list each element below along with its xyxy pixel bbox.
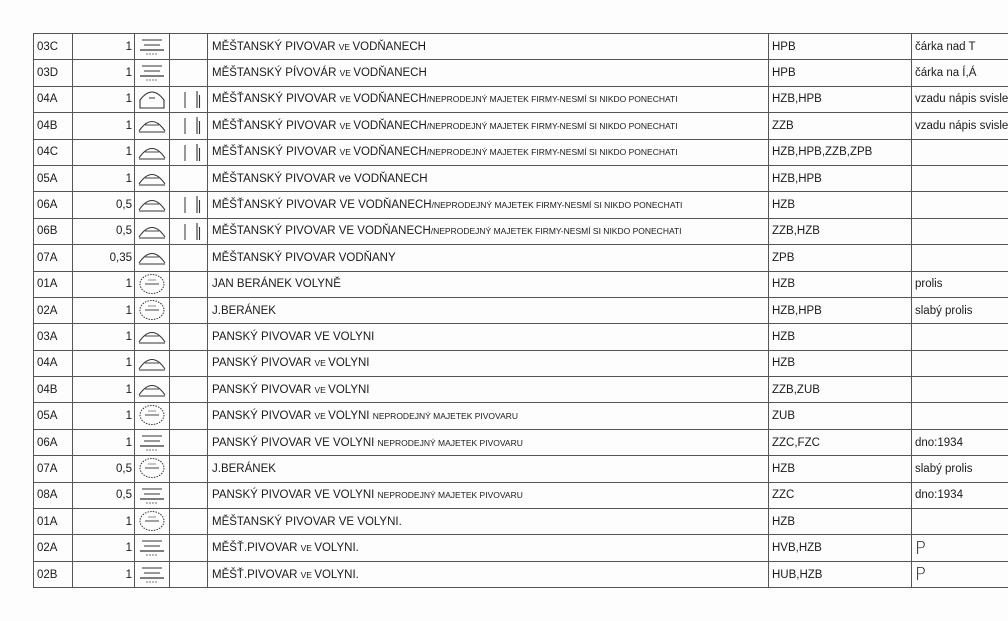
stamp-inscription	[208, 34, 769, 60]
stamp-symbol	[135, 218, 170, 244]
inscription-part: NEPRODEJNÝ MAJETEK PIVOVARU	[377, 437, 523, 448]
row-note	[912, 561, 1008, 587]
row-volume: 1	[73, 535, 135, 561]
inscription-part: VODŇANECH	[352, 40, 426, 53]
stamp-inscription	[208, 324, 769, 350]
row-code: 03D	[34, 60, 73, 86]
stamp-symbol	[135, 60, 170, 86]
table-row	[34, 456, 1008, 482]
inscription-part: VODŇANECH	[354, 172, 428, 185]
row-code: 05A	[34, 165, 73, 191]
inscription-part: PANSKÝ PIVOVAR VE VOLYNI	[212, 489, 378, 502]
table-row	[34, 113, 1008, 139]
inscription-part: JAN BERÁNEK VOLYNĚ	[212, 278, 341, 291]
table-body	[34, 34, 1008, 588]
side-mark	[170, 139, 208, 165]
stamp-inscription	[208, 245, 769, 271]
inscription-part: J.BERÁNEK	[212, 304, 276, 317]
inscription-part: PANSKÝ PIVOVAR	[212, 383, 315, 396]
table-row	[34, 139, 1008, 165]
stamp-symbol	[135, 377, 170, 403]
side-mark	[170, 535, 208, 561]
row-note	[912, 113, 1008, 139]
stamp-symbol	[135, 165, 170, 191]
row-code: 04A	[34, 350, 73, 376]
row-code: 08A	[34, 482, 73, 508]
inscription-part: VE	[314, 411, 329, 422]
inscription-part: NEPRODEJNÝ MAJETEK PIVOVARU	[377, 490, 523, 501]
row-note	[912, 377, 1008, 403]
handwritten-note: P	[915, 564, 926, 585]
row-code: 04B	[34, 377, 73, 403]
stamp-symbol	[135, 403, 170, 429]
row-note	[912, 482, 1008, 508]
stamp-inscription	[208, 297, 769, 323]
stamp-symbol	[135, 297, 170, 323]
inscription-part: VODŇANECH	[353, 67, 427, 80]
table-row	[34, 271, 1008, 297]
bottle-types: ZZB	[769, 113, 912, 139]
stamp-symbol-icon	[137, 484, 167, 509]
inscription-part: VOLYNI	[328, 410, 373, 423]
inscription-part: J.BERÁNEK	[212, 462, 276, 475]
stamp-symbol-icon	[137, 325, 167, 350]
row-code: 03C	[34, 34, 73, 60]
inscription-part: MĚŠTANSKÝ PIVOVAR VE VODŇANECH	[212, 225, 431, 238]
row-code: 04A	[34, 86, 73, 112]
row-code: 07A	[34, 456, 73, 482]
inscription-part: /NEPRODEJNÝ MAJETEK FIRMY-NESMÍ SI NIKDO PONECHATI	[426, 94, 678, 105]
inscription-part: MĚŠTANSKÝ PIVOVAR VE VOLYNI.	[212, 515, 402, 528]
inscription-part: VE	[339, 68, 354, 79]
stamp-symbol	[135, 113, 170, 139]
row-note	[912, 245, 1008, 271]
stamp-symbol	[135, 34, 170, 60]
bottle-types: HZB,HPB	[769, 86, 912, 112]
inscription-part: MĚŠŤANSKÝ PIVOVAR	[212, 93, 340, 106]
bottle-types: HZB,HPB	[769, 165, 912, 191]
row-volume: 1	[73, 324, 135, 350]
row-code: 03A	[34, 324, 73, 350]
inscription-part: VE	[314, 384, 329, 395]
row-note	[912, 192, 1008, 218]
row-code: 02A	[34, 297, 73, 323]
bottle-types: HPB	[769, 60, 912, 86]
bottle-types: ZZB,ZUB	[769, 377, 912, 403]
row-volume: 1	[73, 377, 135, 403]
inscription-part: MĚŠTANSKÝ PIVOVAR VODŇANY	[212, 251, 396, 264]
row-volume: 1	[73, 403, 135, 429]
row-volume: 0,5	[73, 482, 135, 508]
stamp-symbol-icon	[137, 378, 167, 403]
row-code: 02B	[34, 561, 73, 587]
bottle-types: ZUB	[769, 403, 912, 429]
note-text: vzadu nápis svisle	[915, 119, 1008, 132]
table-row	[34, 509, 1008, 535]
note-text: slabý prolis	[915, 304, 973, 317]
inscription-part: VE	[339, 120, 354, 131]
stamp-inscription	[208, 192, 769, 218]
inscription-part: PANSKÝ PIVOVAR VE VOLYNI	[212, 436, 378, 449]
stamp-symbol-icon	[137, 193, 167, 218]
stamp-symbol	[135, 535, 170, 561]
side-mark	[170, 34, 208, 60]
table-row	[34, 60, 1008, 86]
inscription-part: PANSKÝ PIVOVAR	[212, 357, 315, 370]
row-volume: 1	[73, 350, 135, 376]
inscription-part: ve	[338, 172, 355, 185]
stamp-symbol-icon	[137, 431, 167, 456]
bottle-types: HZB	[769, 350, 912, 376]
stamp-symbol	[135, 350, 170, 376]
stamp-inscription	[208, 456, 769, 482]
vertical-marks-icon	[182, 143, 202, 166]
stamp-symbol-icon	[137, 114, 167, 139]
side-mark	[170, 60, 208, 86]
row-volume: 0,5	[73, 218, 135, 244]
stamp-symbol	[135, 456, 170, 482]
side-mark	[170, 482, 208, 508]
table-row	[34, 218, 1008, 244]
stamp-symbol	[135, 509, 170, 535]
stamp-inscription	[208, 509, 769, 535]
bottle-types: ZZC	[769, 482, 912, 508]
note-text: prolis	[915, 278, 943, 291]
inscription-part: MĚŠTANSKÝ PIVOVAR	[212, 40, 339, 53]
stamp-symbol-icon	[137, 220, 167, 245]
stamp-symbol	[135, 561, 170, 587]
inscription-part: MĚŠŤANSKÝ PIVOVAR	[212, 146, 340, 159]
row-note	[912, 34, 1008, 60]
row-volume: 1	[73, 113, 135, 139]
stamp-symbol	[135, 245, 170, 271]
table-row	[34, 350, 1008, 376]
inscription-part: VOLYNI	[328, 357, 370, 370]
row-note	[912, 218, 1008, 244]
table-row	[34, 429, 1008, 455]
side-mark	[170, 429, 208, 455]
inscription-part: VODŇANECH	[353, 146, 427, 159]
table-row	[34, 192, 1008, 218]
side-mark	[170, 456, 208, 482]
stamp-symbol	[135, 324, 170, 350]
stamp-symbol-icon	[137, 88, 167, 113]
bottle-types: HZB	[769, 324, 912, 350]
side-mark	[170, 192, 208, 218]
stamp-inscription	[208, 350, 769, 376]
row-volume: 1	[73, 34, 135, 60]
row-code: 05A	[34, 403, 73, 429]
row-note	[912, 509, 1008, 535]
stamp-inscription	[208, 271, 769, 297]
bottle-types: HZB	[769, 509, 912, 535]
stamp-inscription	[208, 86, 769, 112]
row-volume: 1	[73, 429, 135, 455]
stamp-symbol	[135, 86, 170, 112]
stamp-inscription	[208, 139, 769, 165]
inscription-part: MĚŠŤANSKÝ PIVOVAR	[212, 119, 340, 132]
row-code: 06B	[34, 218, 73, 244]
row-volume: 1	[73, 561, 135, 587]
bottle-types: ZPB	[769, 245, 912, 271]
side-mark	[170, 297, 208, 323]
bottle-types: HZB	[769, 456, 912, 482]
table-row	[34, 535, 1008, 561]
row-code: 06A	[34, 429, 73, 455]
note-text: čárka na Í,Á	[915, 67, 977, 80]
note-text: dno:1934	[915, 436, 963, 449]
bottle-types: HZB,HPB	[769, 297, 912, 323]
vertical-marks-icon	[182, 116, 202, 139]
table-row	[34, 482, 1008, 508]
row-code: 07A	[34, 245, 73, 271]
inscription-part: PANSKÝ PIVOVAR VE VOLYNI	[212, 330, 375, 343]
stamp-symbol-icon	[137, 404, 167, 429]
side-mark	[170, 245, 208, 271]
stamp-symbol-icon	[137, 299, 167, 324]
bottle-types: HZB,HPB,ZZB,ZPB	[769, 139, 912, 165]
row-note	[912, 165, 1008, 191]
row-note	[912, 403, 1008, 429]
inscription-part: /NEPRODEJNÝ MAJETEK FIRMY-NESMÍ SI NIKDO PONECHATI	[426, 147, 678, 158]
side-mark	[170, 377, 208, 403]
stamp-symbol-icon	[137, 167, 167, 192]
stamp-symbol-icon	[137, 61, 167, 86]
side-mark	[170, 271, 208, 297]
row-code: 04C	[34, 139, 73, 165]
stamp-symbol	[135, 271, 170, 297]
table-row	[34, 377, 1008, 403]
side-mark	[170, 218, 208, 244]
stamp-symbol-icon	[137, 352, 167, 377]
stamp-inscription	[208, 60, 769, 86]
bottle-types: HZB	[769, 271, 912, 297]
row-code: 01A	[34, 509, 73, 535]
table-row	[34, 561, 1008, 587]
stamp-symbol-icon	[137, 35, 167, 60]
inscription-part: VE	[300, 543, 315, 554]
bottle-types: ZZC,FZC	[769, 429, 912, 455]
stamp-inscription	[208, 377, 769, 403]
stamp-symbol-icon	[137, 536, 167, 561]
table-row	[34, 245, 1008, 271]
stamp-symbol	[135, 139, 170, 165]
inscription-part: VOLYNI.	[314, 568, 359, 581]
bottle-types: HVB,HZB	[769, 535, 912, 561]
row-volume: 1	[73, 509, 135, 535]
vertical-marks-icon	[182, 90, 202, 113]
side-mark	[170, 324, 208, 350]
row-note	[912, 456, 1008, 482]
row-volume: 1	[73, 165, 135, 191]
side-mark	[170, 113, 208, 139]
bottle-stamp-table	[33, 33, 1008, 588]
row-note	[912, 535, 1008, 561]
vertical-marks-icon	[182, 222, 202, 245]
row-note	[912, 350, 1008, 376]
note-text: vzadu nápis svisle	[915, 93, 1008, 106]
row-code: 01A	[34, 271, 73, 297]
stamp-symbol-icon	[137, 563, 167, 588]
inscription-part: PANSKÝ PIVOVAR	[212, 410, 315, 423]
inscription-part: VODŇANECH	[353, 119, 427, 132]
stamp-inscription	[208, 535, 769, 561]
row-note	[912, 429, 1008, 455]
inscription-part: /NEPRODEJNÝ MAJETEK FIRMY-NESMÍ SI NIKDO PONECHATI	[426, 120, 678, 131]
side-mark	[170, 350, 208, 376]
row-note	[912, 139, 1008, 165]
side-mark	[170, 165, 208, 191]
row-code: 02A	[34, 535, 73, 561]
side-mark	[170, 509, 208, 535]
inscription-part: MĚŠŤANSKÝ PIVOVAR VE VODŇANECH	[212, 199, 432, 212]
row-volume: 0,5	[73, 456, 135, 482]
table-row	[34, 403, 1008, 429]
stamp-symbol-icon	[137, 510, 167, 535]
stamp-inscription	[208, 403, 769, 429]
stamp-symbol-icon	[137, 141, 167, 166]
inscription-part: MĚŠTANSKÝ PIVOVAR	[212, 172, 339, 185]
inscription-part: VOLYNI	[328, 383, 370, 396]
inscription-part: /NEPRODEJNÝ MAJETEK FIRMY-NESMÍ SI NIKDO PONECHATI	[430, 226, 682, 237]
row-code: 04B	[34, 113, 73, 139]
table-row	[34, 165, 1008, 191]
stamp-symbol	[135, 482, 170, 508]
row-note	[912, 60, 1008, 86]
side-mark	[170, 561, 208, 587]
inscription-part: VODŇANECH	[353, 93, 427, 106]
row-volume: 0,5	[73, 192, 135, 218]
stamp-inscription	[208, 165, 769, 191]
stamp-inscription	[208, 482, 769, 508]
handwritten-note: P	[915, 537, 926, 559]
bottle-types: HZB	[769, 192, 912, 218]
inscription-part: VE	[338, 41, 353, 52]
row-volume: 1	[73, 86, 135, 112]
vertical-marks-icon	[182, 195, 202, 218]
row-note	[912, 324, 1008, 350]
bottle-types: HUB,HZB	[769, 561, 912, 587]
row-code: 06A	[34, 192, 73, 218]
inscription-part: NEPRODEJNÝ MAJETEK PIVOVARU	[372, 411, 519, 422]
stamp-symbol-icon	[137, 246, 167, 271]
inscription-part: MĚŠTANSKÝ PÍVOVÁR	[212, 67, 340, 80]
table-row	[34, 297, 1008, 323]
stamp-inscription	[208, 113, 769, 139]
bottle-types: ZZB,HZB	[769, 218, 912, 244]
inscription-part: /NEPRODEJNÝ MAJETEK FIRMY-NESMÍ SI NIKDO PONECHATI	[431, 200, 683, 211]
inscription-part: VE	[300, 569, 315, 580]
stamp-symbol-icon	[137, 457, 167, 482]
inscription-part: MĚŠŤ.PIVOVAR	[212, 568, 301, 581]
row-note	[912, 86, 1008, 112]
inscription-part: MĚŠŤ.PIVOVAR	[212, 542, 301, 555]
bottle-types: HPB	[769, 34, 912, 60]
stamp-inscription	[208, 561, 769, 587]
row-volume: 1	[73, 297, 135, 323]
inscription-part: VE	[314, 358, 329, 369]
row-note	[912, 271, 1008, 297]
table-row	[34, 34, 1008, 60]
inscription-part: VOLYNI.	[314, 542, 359, 555]
row-volume: 1	[73, 60, 135, 86]
note-text: dno:1934	[915, 489, 963, 502]
inscription-part: VE	[339, 94, 354, 105]
side-mark	[170, 403, 208, 429]
note-text: slabý prolis	[915, 462, 973, 475]
table-row	[34, 324, 1008, 350]
stamp-inscription	[208, 429, 769, 455]
table-row	[34, 86, 1008, 112]
side-mark	[170, 86, 208, 112]
note-text: čárka nad T	[915, 40, 976, 53]
stamp-symbol-icon	[137, 273, 167, 298]
stamp-symbol	[135, 192, 170, 218]
inscription-part: VE	[339, 147, 354, 158]
stamp-inscription	[208, 218, 769, 244]
row-volume: 1	[73, 139, 135, 165]
row-volume: 1	[73, 271, 135, 297]
row-volume: 0,35	[73, 245, 135, 271]
row-note	[912, 297, 1008, 323]
stamp-symbol	[135, 429, 170, 455]
